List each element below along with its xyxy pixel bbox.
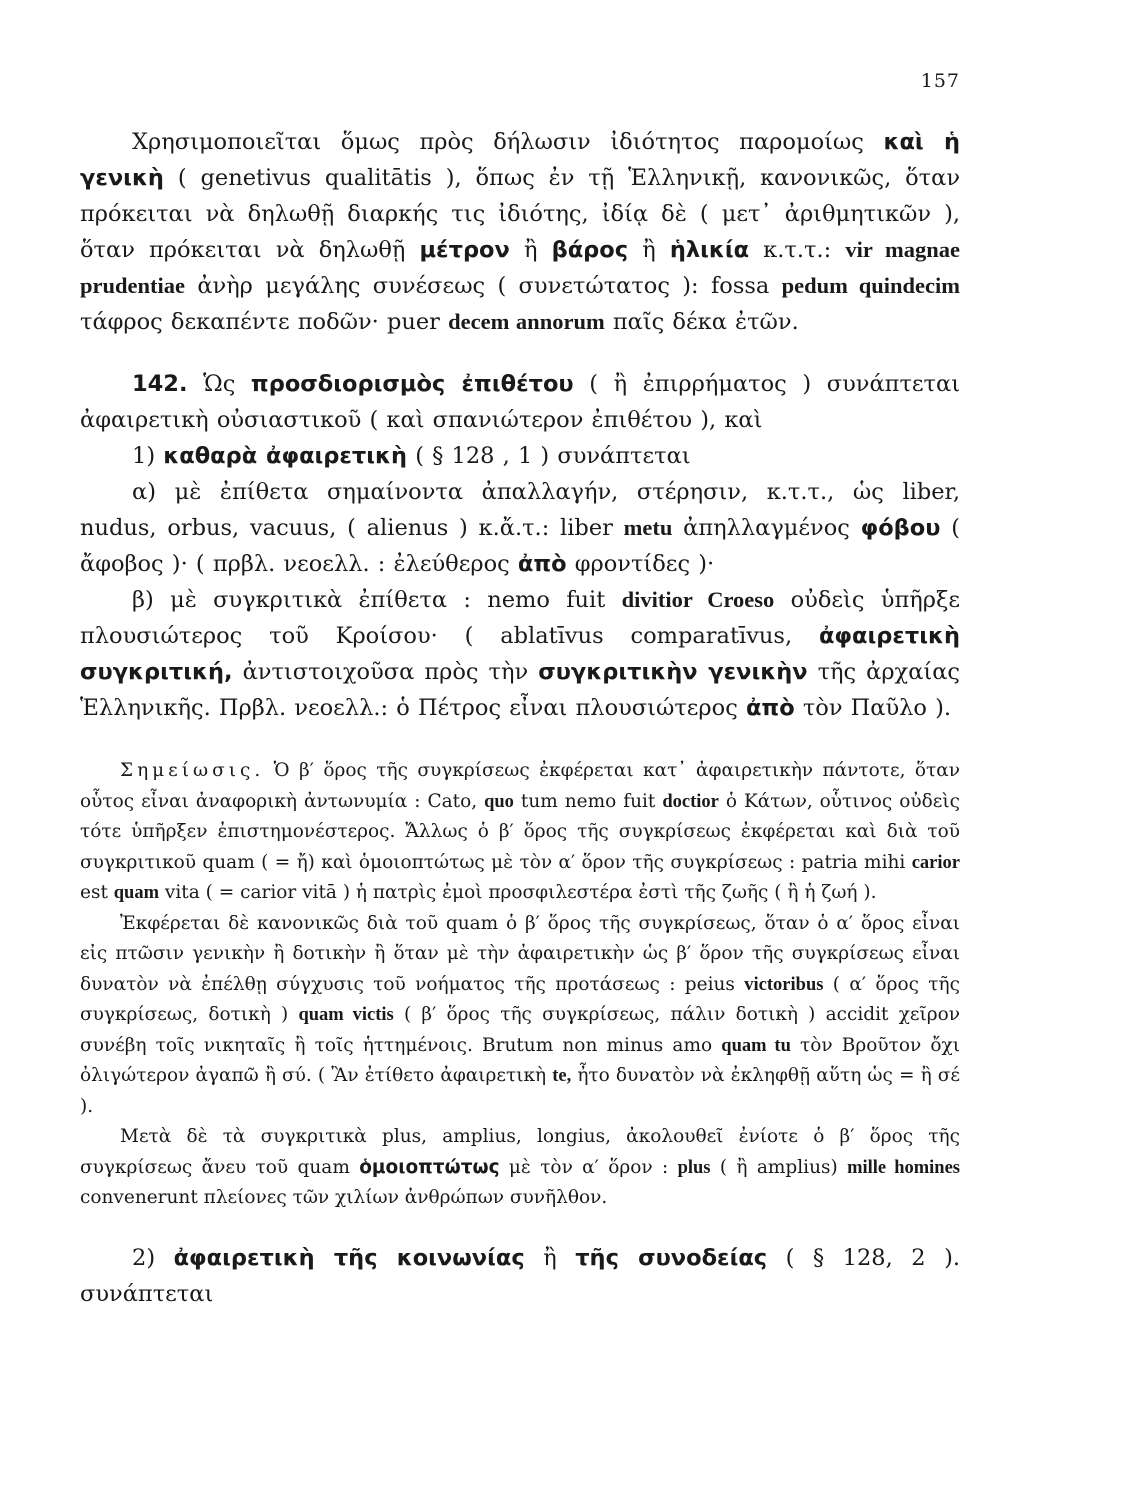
item-alpha: α) μὲ ἐπίθετα σημαίνοντα ἀπαλλαγήν, στέρησιν, κ.τ.τ., ὡς liber, nudus, orbus, vacuus, ( alienus ) κ.ἄ.τ.: liber metu ἀπηλλαγμένος φόβου ( ἄφοβος )· ( πρβλ. νεοελλ. : ἐλεύθερος ἀπὸ φροντίδες )· — [80, 479, 960, 577]
note-paragraph-3: Μετὰ δὲ τὰ συγκριτικὰ plus, amplius, longius, ἀκολουθεῖ ἐνίοτε ὁ β′ ὅρος τῆς συγκρίσεως ἄνευ τοῦ quam ὁμοιοπτώτως μὲ τὸν α′ ὅρον : plus ( ἢ amplius) mille homines convenerunt πλείονες τῶν χιλίων ἀνθρώπων συνῆλθον. — [80, 1126, 961, 1208]
paragraph-genitive-quality: Χρησιμοποιεῖται ὅμως πρὸς δήλωσιν ἰδιότητος παρομοίως καὶ ἡ γενικὴ ( genetivus qualitātis ), ὅπως ἐν τῇ Ἑλληνικῇ, κανονικῶς, ὅταν πρόκειται νὰ δηλωθῇ διαρκής τις ἰδιότης, ἰδίᾳ δὲ ( μετ᾽ ἀριθμητικῶν ), ὅταν πρόκειται νὰ δηλωθῇ μέτρον ἢ βάρος ἢ ἡλικία κ.τ.τ.: vir magnae prudentiae ἀνὴρ μεγάλης συνέσεως ( συνετώτατος ): fossa pedum quindecim τάφρος δεκαπέντε ποδῶν· puer decem annorum παῖς δέκα ἐτῶν. — [80, 129, 960, 335]
section-number: 142. — [132, 371, 188, 397]
subsection-2: 2) ἀφαιρετικὴ τῆς κοινωνίας ἢ τῆς συνοδείας ( § 128, 2 ). συνάπτεται — [80, 1244, 961, 1307]
note-label: Σημείωσις. — [120, 760, 265, 781]
note-paragraph-1: Σημείωσις. Ὁ β′ ὅρος τῆς συγκρίσεως ἐκφέρεται κατ᾽ ἀφαιρετικὴν πάντοτε, ὅταν οὗτος εἶναι ἀναφορικὴ ἀντωνυμία : Cato, quo tum nemo fuit doctior ὁ Κάτων, οὗτινος οὐδεὶς τότε ὑπῆρξεν ἐπιστημονέστερος. Ἄλλως ὁ β′ ὅρος τῆς συγκρίσεως ἐκφέρεται καὶ διὰ τοῦ συγκριτικοῦ quam ( = ἤ) καὶ ὁμοιοπτώτως μὲ τὸν α′ ὅρον τῆς συγκρίσεως : patria mihi carior est quam vita ( = carior vitā ) ἡ πατρὶς ἐμοὶ προσφιλεστέρα ἐστὶ τῆς ζωῆς ( ἢ ἡ ζωή ). — [80, 760, 960, 903]
item-beta: β) μὲ συγκριτικὰ ἐπίθετα : nemo fuit divitior Croeso οὐδεὶς ὑπῆρξε πλουσιώτερος τοῦ Κροίσου· ( ablatīvus comparatīvus, ἀφαιρετικὴ συγκριτική, ἀντιστοιχοῦσα πρὸς τὴν συγκριτικὴν γενικὴν τῆς ἀρχαίας Ἑλληνικῆς. Πρβλ. νεοελλ.: ὁ Πέτρος εἶναι πλουσιώτερος ἀπὸ τὸν Παῦλο ). — [80, 587, 961, 721]
page-number: 157 — [920, 70, 960, 92]
subsection-1: 1) καθαρὰ ἀφαιρετικὴ ( § 128 , 1 ) συνάπτεται — [132, 443, 691, 469]
section-142: 142. Ὡς προσδιορισμὸς ἐπιθέτου ( ἢ ἐπιρρήματος ) συνάπτεται ἀφαιρετικὴ οὐσιαστικοῦ ( καὶ σπανιώτερον ἐπιθέτου ), καὶ — [80, 371, 961, 433]
text-body — [80, 124, 960, 1312]
note-paragraph-2: Ἐκφέρεται δὲ κανονικῶς διὰ τοῦ quam ὁ β′ ὅρος τῆς συγκρίσεως, ὅταν ὁ α′ ὅρος εἶναι εἰς πτῶσιν γενικὴν ἢ δοτικὴν ἢ ὅταν μὲ τὴν ἀφαιρετικὴν ὡς β′ ὅρον τῆς συγκρίσεως εἶναι δυνατὸν νὰ ἐπέλθῃ σύγχυσις τοῦ νοήματος τῆς προτάσεως : peius victoribus ( α′ ὅρος τῆς συγκρίσεως, δοτικὴ ) quam victis ( β′ ὅρος τῆς συγκρίσεως, πάλιν δοτικὴ ) accidit χεῖρον συνέβη τοῖς νικηταῖς ἢ τοῖς ἡττημένοις. Brutum non minus amo quam tu τὸν Βροῦτον ὄχι ὀλιγώτερον ἀγαπῶ ἢ σύ. ( Ἂν ἐτίθετο ἀφαιρετικὴ te, ἦτο δυνατὸν νὰ ἐκληφθῇ αὕτη ὡς = ἢ σέ ). — [80, 912, 960, 1117]
